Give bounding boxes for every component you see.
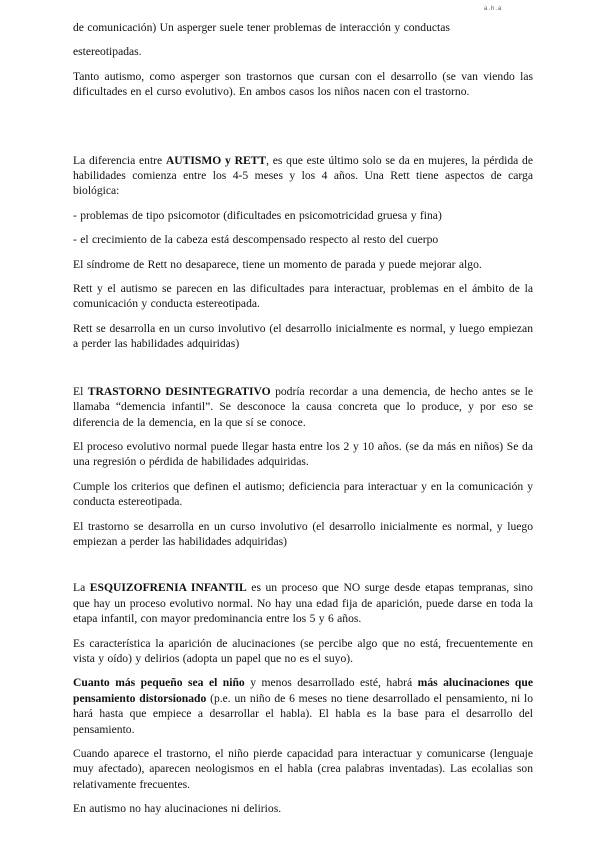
text: y menos desarrollado esté, habrá — [244, 676, 418, 690]
text: es un proceso que NO surge desde etapas tempranas, sino que hay un proceso evolutivo normal. No hay una edad fija de aparición, puede darse en toda la etapa infantil, con mayor predominancia entre los 5 y 6 años. — [73, 581, 533, 626]
paragraph-13: El trastorno se desarrolla en un curso involutivo (el desarrollo inicialmente es normal, y luego empiezan a perder las habilidades adquiridas) — [73, 519, 533, 548]
bold-term-autismo-rett: AUTISMO y RETT — [165, 153, 267, 167]
bold-term-esquizofrenia-infantil: ESQUIZOFRENIA INFANTIL — [89, 581, 247, 595]
paragraph-18: En autismo no hay alucinaciones ni delirios. — [73, 802, 282, 816]
paragraph-1: de comunicación) Un asperger suele tener problemas de interacción y conductas — [73, 21, 450, 34]
paragraph-5: - problemas de tipo psicomotor (dificultades en psicomotricidad gruesa y fina) — [73, 208, 442, 222]
paragraph-7: El síndrome de Rett no desaparece, tiene un momento de parada y puede mejorar algo. — [73, 257, 482, 271]
paragraph-16 — [73, 675, 533, 737]
paragraph-3: Tanto autismo, como asperger son trastornos que cursan con el desarrollo (se van viendo las dificultades en el curso evolutivo). En ambos casos los niños nacen con el trastorno. — [73, 69, 533, 99]
paragraph-6: - el crecimiento de la cabeza está descompensado respecto al resto del cuerpo — [73, 233, 439, 247]
paragraph-17: Cuando aparece el trastorno, el niño pierde capacidad para interactuar y comunicarse (lenguaje muy afectado), aparecen neologismos en el habla (crea palabras inventadas). Las ecolalias son relativamente frecuentes. — [73, 747, 533, 791]
paragraph-2: estereotipadas. — [73, 45, 142, 59]
paragraph-11: El proceso evolutivo normal puede llegar hasta entre los 2 y 10 años. (se da más en niños) Se da una regresión o pérdida de habilidades adquiridas. — [73, 439, 533, 469]
bold-term-trastorno-desintegrativo: TRASTORNO DESINTEGRATIVO — [87, 384, 271, 398]
paragraph-12: Cumple los criterios que definen el autismo; deficiencia para interactuar y en la comunicación y conducta estereotipada. — [73, 479, 533, 509]
text: La diferencia entre — [73, 153, 166, 167]
text: podría recordar a una demencia, de hecho antes se le llamaba “demencia infantil”. Se desconoce la causa concreta que lo produce, y por eso se diferencia de la demencia, en la que sí se conoce. — [73, 384, 533, 429]
paragraph-15: Es característica la aparición de alucinaciones (se percibe algo que no está, frecuentemente en vista y oído) y delirios (adopta un papel que no es el suyo). — [73, 636, 533, 665]
text: , es que este último solo se da en mujeres, la pérdida de habilidades comienza entre los 4-5 meses y los 4 años. Una Rett tiene aspectos de carga biológica: — [73, 153, 533, 198]
paragraph-9: Rett se desarrolla en un curso involutivo (el desarrollo inicialmente es normal, y luego empiezan a perder las habilidades adquiridas) — [73, 321, 533, 351]
paragraph-rett-intro — [73, 153, 533, 199]
paragraph-desintegrativo — [73, 384, 533, 430]
paragraph-8: Rett y el autismo se parecen en las dificultades para interactuar, problemas en el ámbito de la comunicación y conducta estereotipada. — [73, 282, 533, 311]
bold-phrase: más alucinaciones que pensamiento distorsionado — [73, 676, 533, 705]
text: La — [73, 581, 90, 595]
header-mark: a.h.a — [484, 6, 503, 12]
paragraph-esquizofrenia — [73, 580, 533, 626]
document-page — [73, 20, 533, 826]
text: (p.e. un niño de 6 meses no tiene desarrollado el pensamiento, ni lo hará hasta que empiece a desarrollar el habla). El habla es la base para el desarrollo del pensamiento. — [73, 691, 533, 736]
bold-phrase: Cuanto más pequeño sea el niño — [73, 676, 245, 690]
text: El — [73, 384, 88, 398]
